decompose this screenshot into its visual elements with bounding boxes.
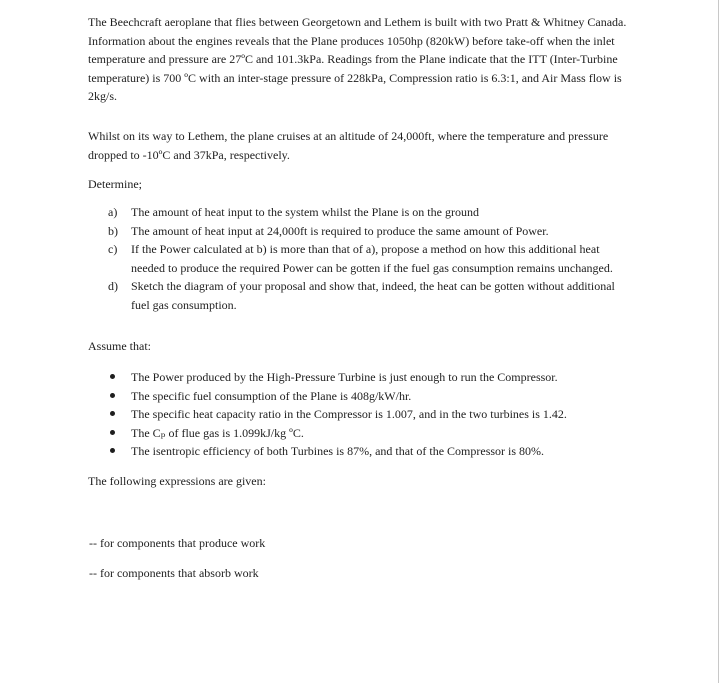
task-item — [108, 277, 630, 314]
expression-work-absorbing: -- for components that absorb work — [89, 566, 259, 580]
assumption-text: The specific fuel consumption of the Plane is 408g/kW/hr. — [131, 388, 412, 403]
task-marker: b) — [108, 223, 118, 238]
task-marker: c) — [108, 242, 118, 256]
assumption-item — [108, 442, 630, 461]
task-marker: a) — [108, 205, 118, 219]
expressions-heading: The following expressions are given: — [88, 474, 266, 488]
bullet-icon — [110, 430, 115, 435]
assumption-list — [108, 368, 630, 461]
assume-heading: Assume that: — [88, 339, 151, 353]
bullet-icon — [110, 374, 115, 379]
task-marker: d) — [108, 279, 118, 293]
bullet-icon — [110, 393, 115, 398]
task-text: The amount of heat input at 24,000ft is required to produce the same amount of Power. — [131, 223, 549, 238]
assumption-item — [108, 387, 630, 406]
task-list — [108, 203, 630, 314]
assumption-item — [108, 368, 630, 387]
assumption-text: The Cₚ of flue gas is 1.099kJ/kg ºC. — [131, 425, 304, 440]
task-item — [108, 240, 630, 277]
cruise-paragraph: Whilst on its way to Lethem, the plane cruises at an altitude of 24,000ft, where the temperature and pressure dropped to -10ºC and 37kPa, respectively. — [88, 129, 609, 162]
assumption-text: The Power produced by the High-Pressure Turbine is just enough to run the Compressor. — [131, 370, 558, 384]
assumption-item — [108, 424, 630, 443]
bullet-icon — [110, 411, 115, 416]
assumption-item — [108, 405, 630, 424]
intro-paragraph: The Beechcraft aeroplane that flies between Georgetown and Lethem is built with two Pratt & Whitney Canada. Information about the engines reveals that the Plane produces 1050hp (820kW) before take-off when the inlet temperature and pressure are 27ºC and 101.3kPa. Readings from the Plane indicate that the ITT (Inter-Turbine temperature) is 700 ºC with an inter-stage pressure of 228kPa, Compression ratio is 6.3:1, and Air Mass flow is 2kg/s. — [88, 15, 627, 103]
task-item — [108, 222, 630, 241]
bullet-icon — [110, 448, 115, 453]
assumption-text: The isentropic efficiency of both Turbines is 87%, and that of the Compressor is 80%. — [131, 444, 545, 458]
expression-work-producing: -- for components that produce work — [89, 536, 266, 550]
determine-heading: Determine; — [88, 177, 142, 191]
task-text: If the Power calculated at b) is more than that of a), propose a method on how this additional heat needed to produce the required Power can be gotten if the fuel gas consumption remains unchanged. — [131, 242, 613, 275]
task-text: The amount of heat input to the system whilst the Plane is on the ground — [131, 205, 479, 219]
task-text: Sketch the diagram of your proposal and show that, indeed, the heat can be gotten without additional fuel gas consumption. — [131, 279, 615, 312]
assumption-text: The specific heat capacity ratio in the Compressor is 1.007, and in the two turbines is 1.42. — [131, 407, 567, 421]
task-item — [108, 203, 630, 222]
